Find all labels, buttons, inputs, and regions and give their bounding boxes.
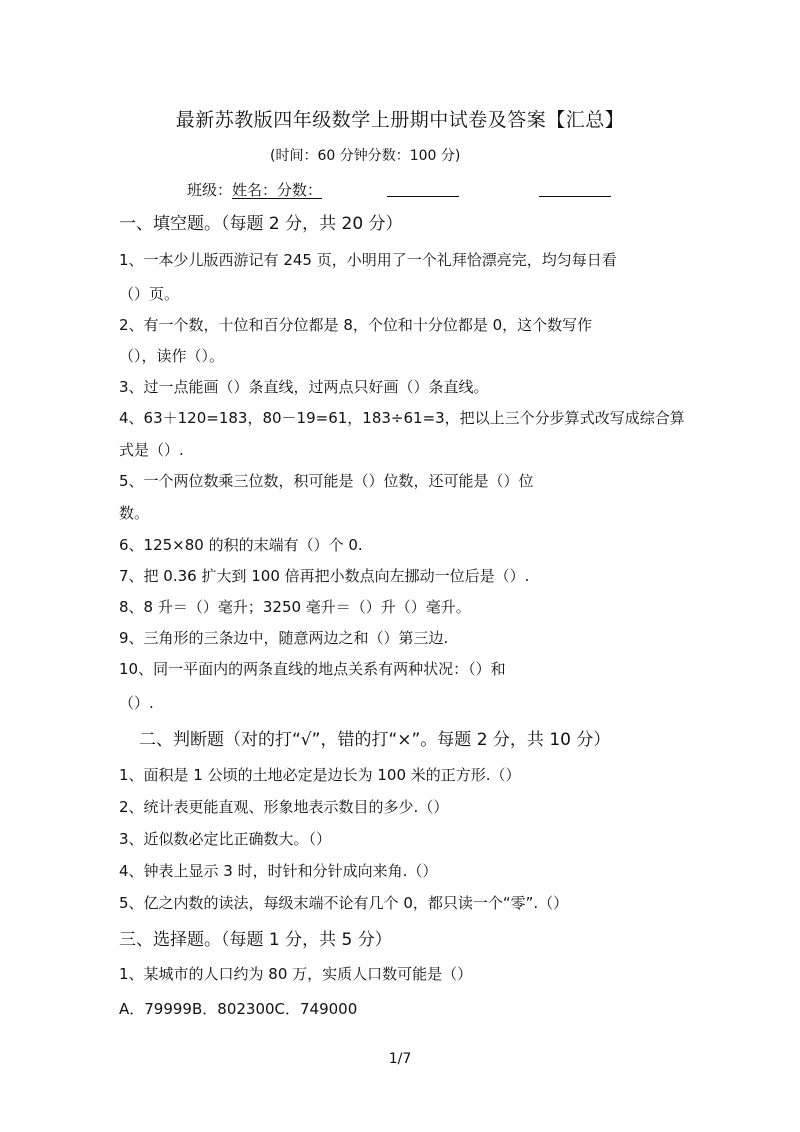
class-label: 班级： <box>187 181 233 199</box>
section-heading-true-false: 二、判断题（对的打“√”，错的打“×”。每题 2 分，共 10 分） <box>139 730 611 750</box>
section-heading-fill-blank: 一、填空题。（每题 2 分，共 20 分） <box>119 214 403 234</box>
tf-question-2: 2、统计表更能直观、形象地表示数目的多少.（） <box>119 798 449 816</box>
question-5-line-2: 数。 <box>119 504 150 522</box>
question-2-line-2: （），读作（）。 <box>119 347 225 365</box>
exam-time-score: (时间：60 分钟分数：100 分) <box>270 148 461 164</box>
page-number: 1/7 <box>388 1051 412 1067</box>
score-blank <box>539 196 611 197</box>
tf-question-5: 5、亿之内数的读法，每级末端不论有几个 0，都只读一个“零”.（） <box>119 894 569 912</box>
question-5-line-1: 5、一个两位数乘三位数，积可能是（）位数，还可能是（）位 <box>119 472 534 490</box>
question-3: 3、过一点能画（）条直线，过两点只好画（）条直线。 <box>119 378 489 396</box>
question-4-line-2: 式是（）. <box>119 441 184 459</box>
tf-question-1: 1、面积是 1 公顷的土地必定是边长为 100 米的正方形.（） <box>119 766 521 784</box>
question-9: 9、三角形的三条边中，随意两边之和（）第三边. <box>119 629 449 647</box>
tf-question-4: 4、钟表上显示 3 时，时针和分针成向来角.（） <box>119 862 438 880</box>
section-heading-multiple-choice: 三、选择题。（每题 1 分，共 5 分） <box>119 930 392 950</box>
name-score-label: 姓名：分数： <box>232 181 323 199</box>
name-blank <box>387 196 459 197</box>
mc-question-1-options: A．79999B．802300C．749000 <box>119 1000 358 1018</box>
question-10-line-2: （）. <box>119 694 154 712</box>
student-info-line <box>187 180 322 200</box>
question-1-line-2: （）页。 <box>119 285 180 303</box>
mc-question-1: 1、某城市的人口约为 80 万，实质人口数可能是（） <box>119 965 473 983</box>
page-title: 最新苏教版四年级数学上册期中试卷及答案【汇总】 <box>175 109 625 131</box>
question-4-line-1: 4、63＋120=183，80－19=61，183÷61=3，把以上三个分步算式改写成综合算 <box>119 409 685 427</box>
question-1-line-1: 1、一本少儿版西游记有 245 页，小明用了一个礼拜恰漂亮完，均匀每日看 <box>119 251 617 269</box>
question-10-line-1: 10、同一平面内的两条直线的地点关系有两种状况：（）和 <box>119 660 506 678</box>
question-6: 6、125×80 的积的末端有（）个 0. <box>119 536 363 554</box>
question-8: 8、8 升＝（）毫升；3250 毫升＝（）升（）毫升。 <box>119 598 471 616</box>
tf-question-3: 3、近似数必定比正确数大。（） <box>119 830 332 848</box>
question-7: 7、把 0.36 扩大到 100 倍再把小数点向左挪动一位后是（）. <box>119 567 530 585</box>
question-2-line-1: 2、有一个数，十位和百分位都是 8，个位和十分位都是 0，这个数写作 <box>119 316 593 334</box>
